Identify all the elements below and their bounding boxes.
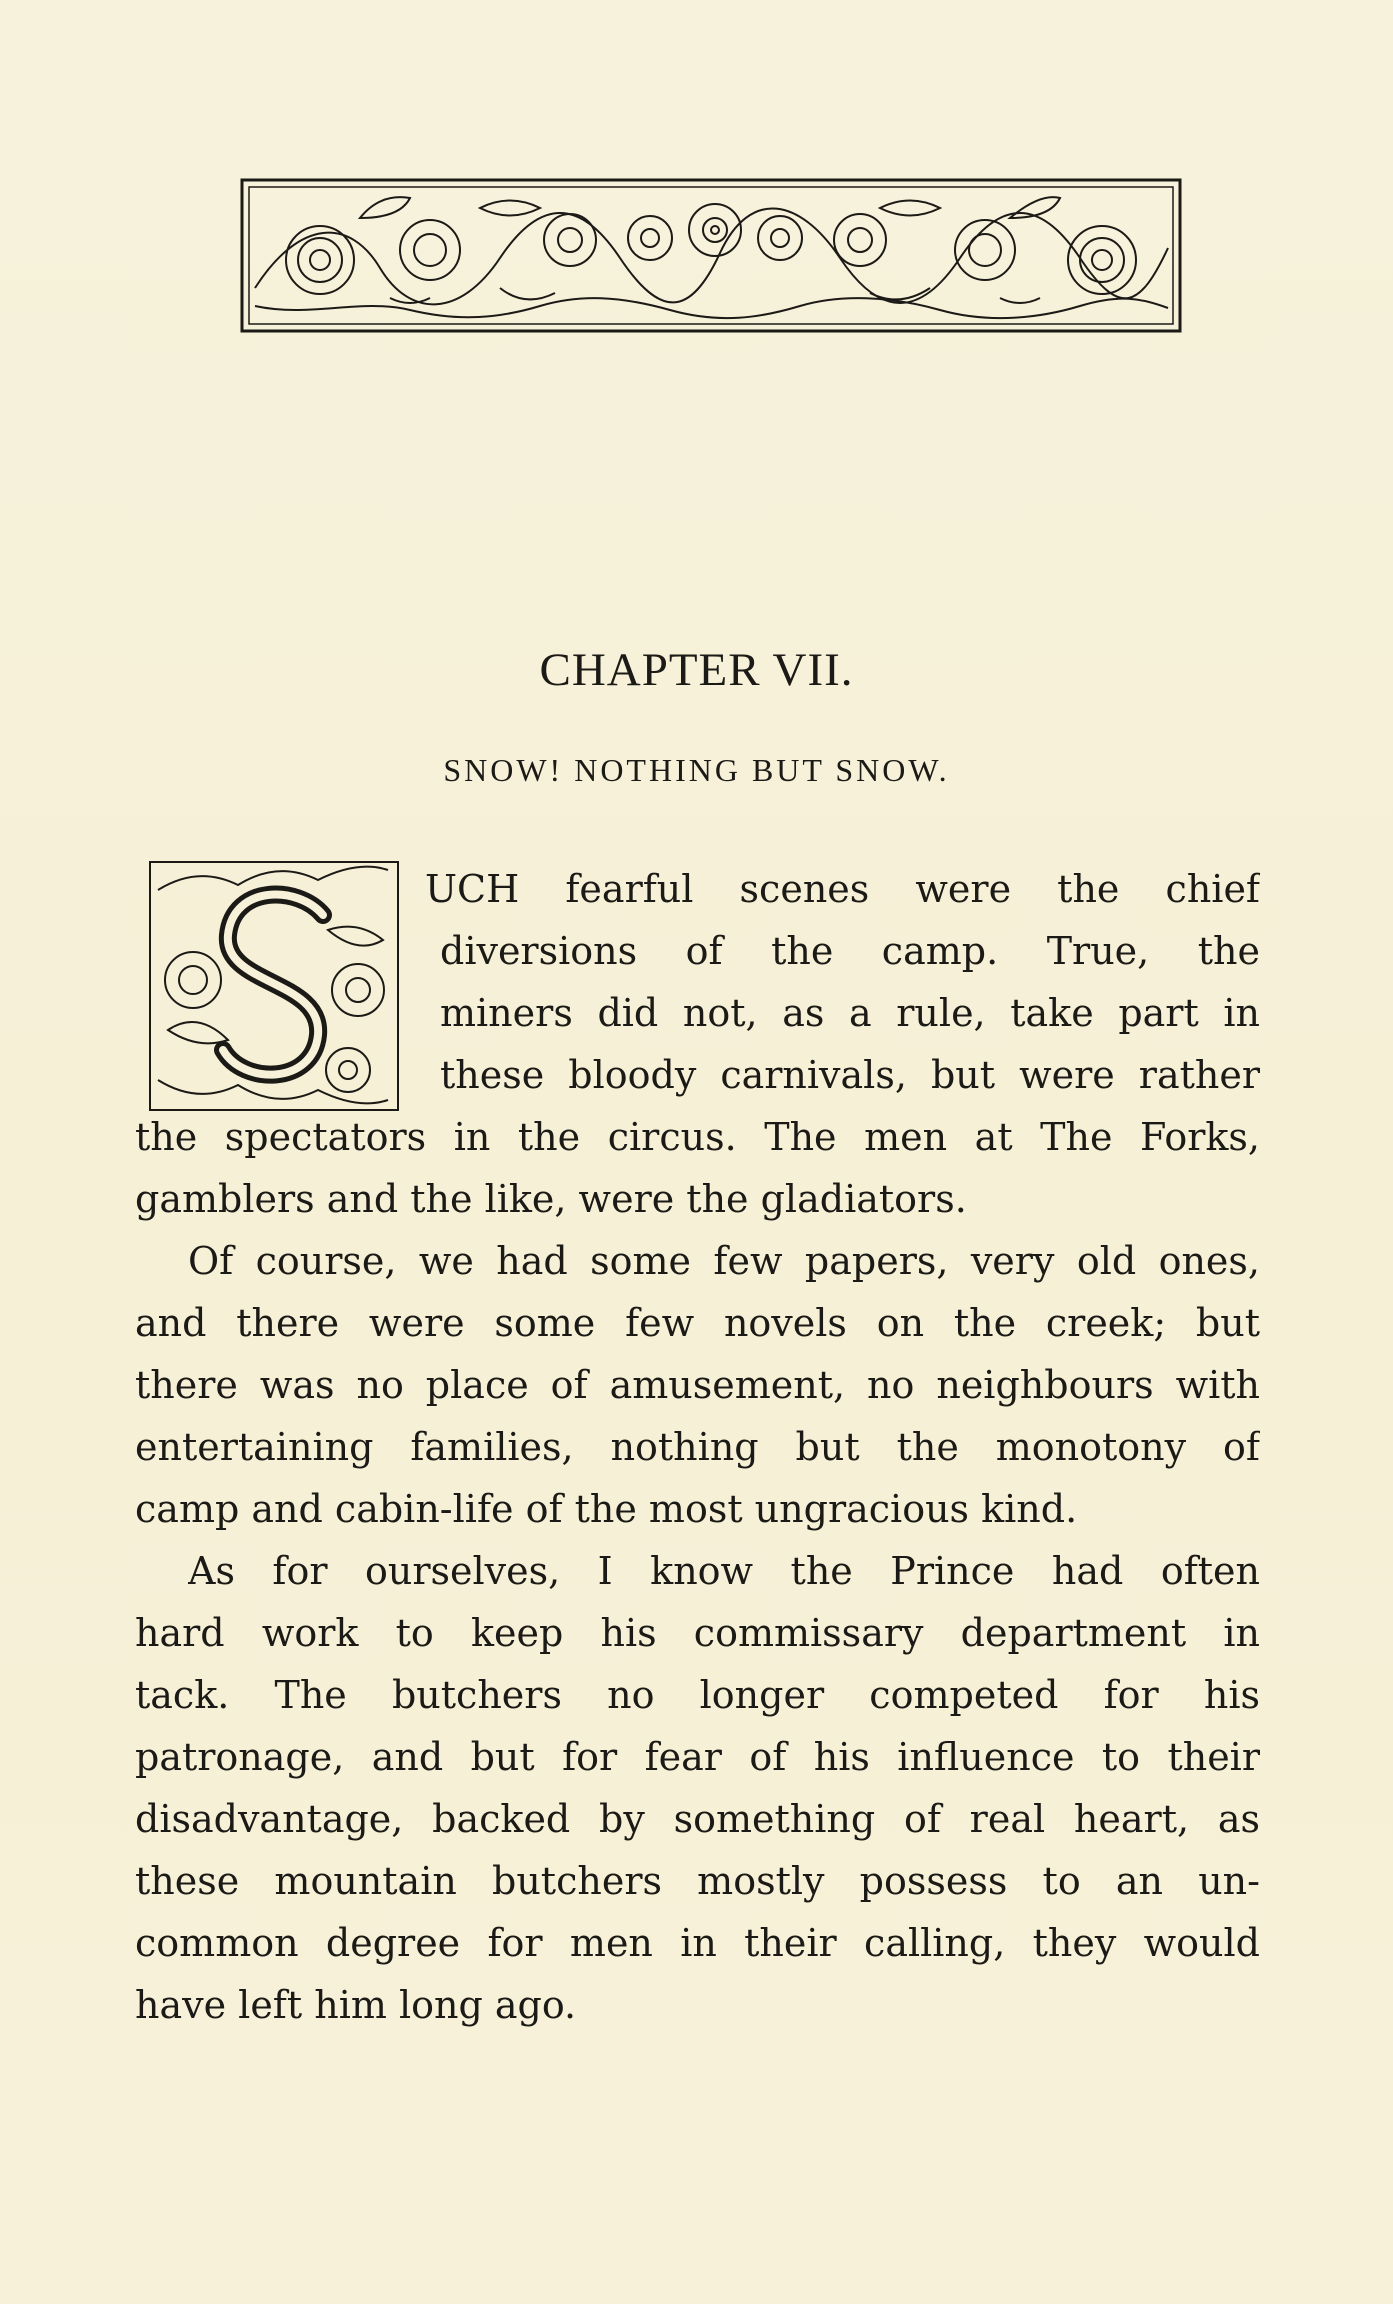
text-line: Of course, we had some few papers, very old ones, bbox=[188, 1239, 1260, 1283]
text-line: diversions of the camp. True, the bbox=[440, 929, 1260, 973]
text-line: these mountain butchers mostly possess to an un- bbox=[135, 1859, 1260, 1903]
text-line: have left him long ago. bbox=[135, 1983, 577, 2027]
text-line: common degree for men in their calling, they would bbox=[135, 1921, 1260, 1965]
text-line: hard work to keep his commissary department in bbox=[135, 1611, 1260, 1655]
text-line: patronage, and but for fear of his influence to their bbox=[135, 1735, 1260, 1779]
text-line: entertaining families, nothing but the monotony of bbox=[135, 1425, 1260, 1469]
text-line: camp and cabin-life of the most ungracious kind. bbox=[135, 1487, 1078, 1531]
text-line: disadvantage, backed by something of real heart, as bbox=[135, 1797, 1260, 1841]
chapter-subtitle: SNOW! NOTHING BUT SNOW. bbox=[443, 752, 950, 788]
text-line: the spectators in the circus. The men at The Forks, bbox=[135, 1115, 1260, 1159]
ornamental-headpiece bbox=[240, 178, 1182, 333]
text-line: As for ourselves, I know the Prince had often bbox=[188, 1549, 1260, 1593]
chapter-title: CHAPTER VII. bbox=[539, 644, 854, 696]
text-line: and there were some few novels on the creek; but bbox=[135, 1301, 1260, 1345]
text-line: UCH fearful scenes were the chief bbox=[425, 867, 1260, 911]
text-line: miners did not, as a rule, take part in bbox=[440, 991, 1260, 1035]
text-line: there was no place of amusement, no neighbours with bbox=[135, 1363, 1260, 1407]
ornamental-drop-cap bbox=[148, 860, 400, 1112]
text-line: gamblers and the like, were the gladiators. bbox=[135, 1177, 967, 1221]
text-line: these bloody carnivals, but were rather bbox=[440, 1053, 1260, 1097]
text-line: tack. The butchers no longer competed for his bbox=[135, 1673, 1260, 1717]
